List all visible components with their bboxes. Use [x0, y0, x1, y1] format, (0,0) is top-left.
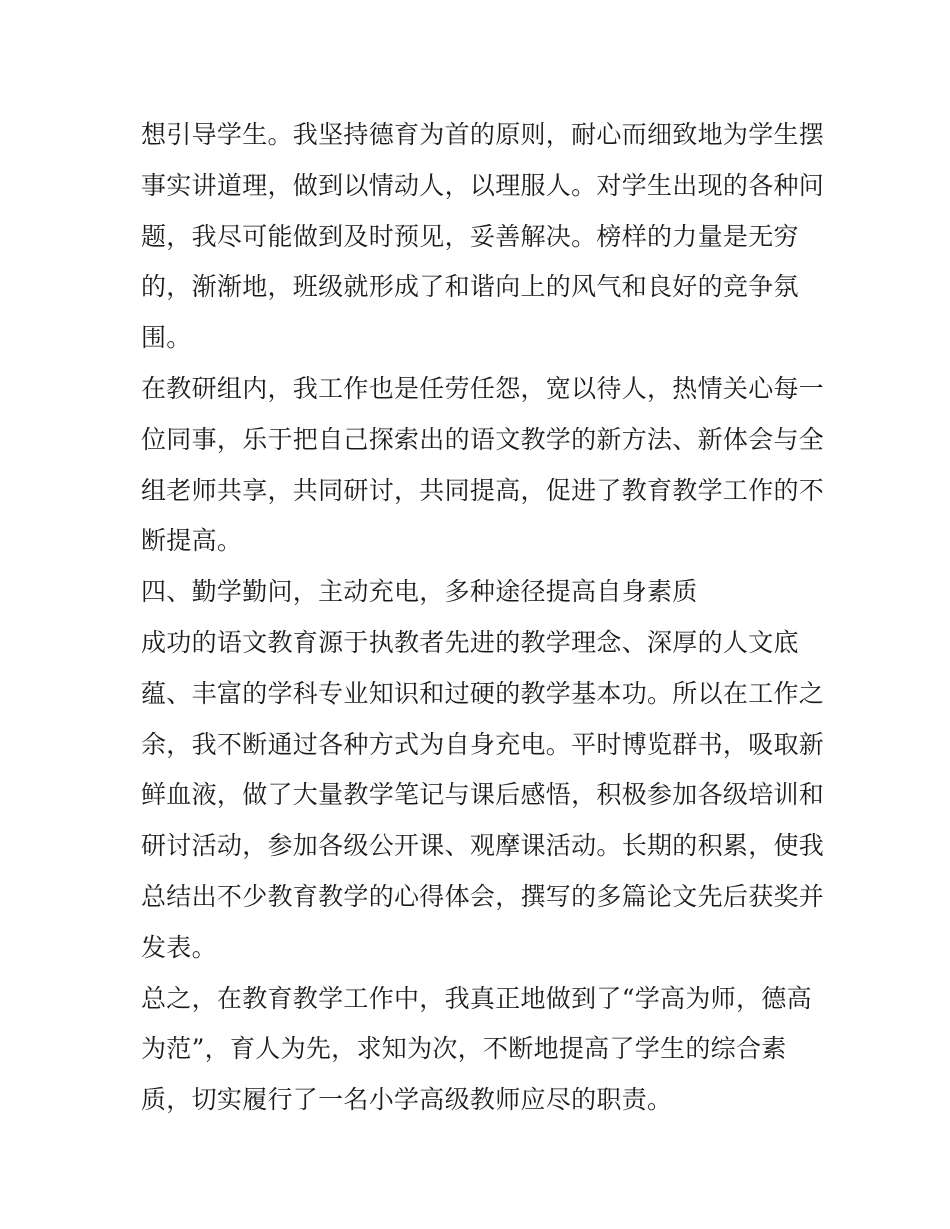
text-line: 的，渐渐地，班级就形成了和谐向上的风气和良好的竞争氛: [141, 272, 799, 302]
text-line: 鲜血液，做了大量教学笔记与课后感悟，积极参加各级培训和: [141, 780, 825, 810]
text-line: 研讨活动，参加各级公开课、观摩课活动。长期的积累，使我: [141, 831, 825, 861]
text-line: 为范”，育人为先，求知为次，不断地提高了学生的综合素: [141, 1034, 787, 1064]
text-line: 总结出不少教育教学的心得体会，撰写的多篇论文先后获奖并: [141, 881, 825, 911]
text-line: 围。: [141, 323, 192, 353]
text-line: 组老师共享，共同研讨，共同提高，促进了教育教学工作的不: [141, 475, 825, 505]
text-line: 位同事，乐于把自己探索出的语文教学的新方法、新体会与全: [141, 424, 825, 454]
text-line: 总之，在教育教学工作中，我真正地做到了“学高为师，德高: [141, 983, 812, 1013]
text-line: 事实讲道理，做到以情动人，以理服人。对学生出现的各种问: [141, 170, 825, 200]
section-heading: 四、勤学勤问，主动充电，多种途径提高自身素质: [141, 577, 698, 607]
text-line: 在教研组内，我工作也是任劳任怨，宽以待人，热情关心每一: [141, 373, 825, 403]
text-line: 质，切实履行了一名小学高级教师应尽的职责。: [141, 1085, 673, 1115]
text-line: 发表。: [141, 932, 217, 962]
text-line: 余，我不断通过各种方式为自身充电。平时博览群书，吸取新: [141, 729, 825, 759]
text-line: 想引导学生。我坚持德育为首的原则，耐心而细致地为学生摆: [141, 120, 825, 149]
text-line: 蕴、丰富的学科专业知识和过硬的教学基本功。所以在工作之: [141, 678, 825, 708]
document-body: [141, 110, 825, 1126]
text-line: 断提高。: [141, 526, 243, 556]
text-line: 题，我尽可能做到及时预见，妥善解决。榜样的力量是无穷: [141, 221, 799, 251]
text-line: 成功的语文教育源于执教者先进的教学理念、深厚的人文底: [141, 627, 799, 657]
